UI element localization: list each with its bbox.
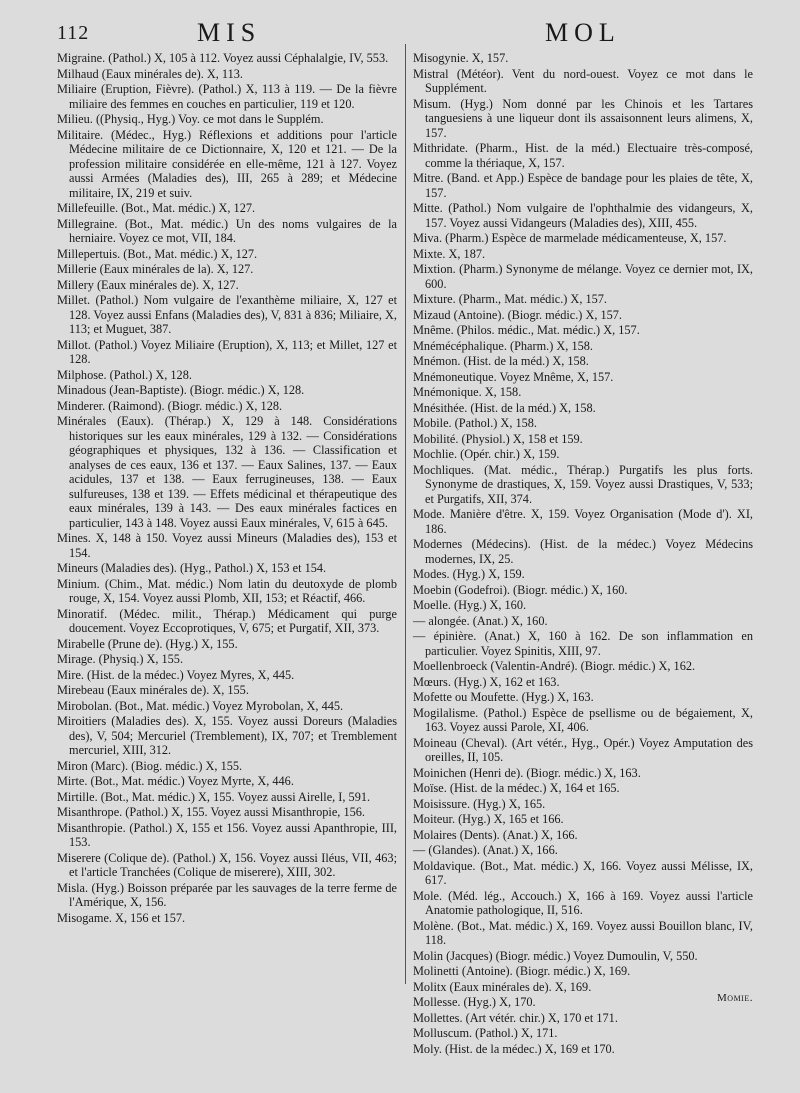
index-entry: Mirabelle (Prune de). (Hyg.) X, 155. — [57, 636, 238, 651]
index-entry: Misanthropie. (Pathol.) X, 155 et 156. Voyez aussi Apanthropie, III, 153. — [57, 820, 397, 849]
index-entry: Moebin (Godefroi). (Biogr. médic.) X, 160. — [413, 582, 628, 597]
index-entry: Militaire. (Médec., Hyg.) Réflexions et additions pour l'article Médecine militaire de ce Dictionnaire, X, 120 et 121. — De la profession militaire considérée en elle-même, 121 à 127. Voyez aussi Armées (Maladies des), III, 265 à 289; et Médecine militaire, IX, 219 et suiv. — [57, 127, 397, 200]
index-entry: Mineurs (Maladies des). (Hyg., Pathol.) X, 153 et 154. — [57, 561, 327, 575]
index-entry: Milphose. (Pathol.) X, 128. — [57, 367, 192, 382]
index-entry: Mnémonique. X, 158. — [413, 385, 522, 399]
index-entry: Mode. Manière d'être. X, 159. Voyez Organisation (Mode d'). XI, 186. — [413, 507, 753, 536]
index-entry: Mnésithée. (Hist. de la méd.) X, 158. — [413, 400, 596, 415]
index-entry: Modernes (Médecins). (Hist. de la médec.) Voyez Médecins modernes, IX, 25. — [413, 537, 753, 566]
index-entry: Minderer. (Raimond). (Biogr. médic.) X, 128. — [57, 398, 283, 413]
index-entry: Moiteur. (Hyg.) X, 165 et 166. — [413, 812, 564, 826]
index-entry: Mirage. (Physiq.) X, 155. — [57, 652, 184, 666]
page-number: 112 — [57, 22, 90, 44]
index-entry: Mnême. (Philos. médic., Mat. médic.) X, 157. — [413, 323, 640, 337]
index-entry: Miserere (Colique de). (Pathol.) X, 156. Voyez aussi Iléus, VII, 463; et l'article Tranchées (Colique de miserere), XIII, 302. — [57, 850, 397, 879]
index-entry: Minoratif. (Médec. milit., Thérap.) Médicament qui purge doucement. Voyez Eccoprotiques, V, 675; et Purgatif, XII, 373. — [57, 606, 397, 635]
index-entry: Miva. (Pharm.) Espèce de marmelade médicamenteuse, X, 157. — [413, 231, 727, 245]
column-divider — [405, 44, 406, 984]
index-entry: Moineau (Cheval). (Art vétér., Hyg., Opér.) Voyez Amputation des oreilles, II, 105. — [413, 735, 753, 764]
index-entry: Mochlie. (Opér. chir.) X, 159. — [413, 447, 560, 461]
index-entry: Mitre. (Band. et App.) Espèce de bandage pour les plaies de tête, X, 157. — [413, 171, 753, 200]
index-entry: — épinière. (Anat.) X, 160 à 162. De son inflammation en particulier. Voyez Spinitis, XIII, 97. — [413, 629, 753, 658]
index-entry: Molitx (Eaux minérales de). X, 169. — [413, 979, 592, 994]
index-entry: Moly. (Hist. de la médec.) X, 169 et 170. — [413, 1041, 615, 1056]
index-entry: Molaires (Dents). (Anat.) X, 166. — [413, 827, 578, 842]
index-entry: Misla. (Hyg.) Boisson préparée par les sauvages de la terre ferme de l'Amérique, X, 156. — [57, 880, 397, 909]
index-entry: Milieu. ((Physiq., Hyg.) Voy. ce mot dans le Supplém. — [57, 112, 324, 126]
right-column — [413, 51, 753, 1057]
index-entry: Misogynie. X, 157. — [413, 51, 509, 65]
index-entry: Mitte. (Pathol.) Nom vulgaire de l'ophthalmie des vidangeurs, X, 157. Voyez aussi Vidangeurs (Maladies des), XIII, 455. — [413, 201, 753, 230]
index-entry: Moinichen (Henri de). (Biogr. médic.) X, 163. — [413, 765, 641, 780]
index-entry: Mogilalisme. (Pathol.) Espèce de psellisme ou de bégaiement, X, 163. Voyez aussi Parole, XI, 406. — [413, 705, 753, 734]
index-entry: — (Glandes). (Anat.) X, 166. — [413, 843, 558, 857]
index-entry: Mobilité. (Physiol.) X, 158 et 159. — [413, 431, 583, 446]
running-head-left: MIS — [197, 18, 262, 47]
index-entry: Mollesse. (Hyg.) X, 170. — [413, 995, 536, 1009]
index-entry: Mochliques. (Mat. médic., Thérap.) Purgatifs les plus forts. Synonyme de drastiques, X, 159. Voyez aussi Drastiques, V, 533; et Purgatifs, XII, 374. — [413, 462, 753, 506]
index-entry: Miroitiers (Maladies des). X, 155. Voyez aussi Doreurs (Maladies des), V, 504; Mercuriel (Tremblement), IX, 707; et Tremblement mercuriel, XIII, 312. — [57, 714, 397, 757]
index-entry: Mirtille. (Bot., Mat. médic.) X, 155. Voyez aussi Airelle, I, 591. — [57, 789, 371, 804]
index-entry: Moisissure. (Hyg.) X, 165. — [413, 796, 546, 811]
index-entry: Millerie (Eaux minérales de la). X, 127. — [57, 262, 254, 276]
index-entry: Mirebeau (Eaux minérales de). X, 155. — [57, 683, 249, 697]
index-entry: Millefeuille. (Bot., Mat. médic.) X, 127. — [57, 201, 256, 215]
index-entry: Millery (Eaux minérales de). X, 127. — [57, 277, 239, 292]
index-entry: Mœurs. (Hyg.) X, 162 et 163. — [413, 674, 560, 689]
index-entry: Migraine. (Pathol.) X, 105 à 112. Voyez aussi Céphalalgie, IV, 553. — [57, 51, 389, 65]
index-entry: Molinetti (Antoine). (Biogr. médic.) X, 169. — [413, 964, 631, 978]
index-entry: Mnémoneutique. Voyez Mnême, X, 157. — [413, 369, 614, 384]
index-entry: Molin (Jacques) (Biogr. médic.) Voyez Dumoulin, V, 550. — [413, 948, 698, 963]
running-head-right: MOL — [545, 18, 621, 47]
index-entry: Moelle. (Hyg.) X, 160. — [413, 598, 527, 612]
index-entry: Mnémon. (Hist. de la méd.) X, 158. — [413, 354, 589, 368]
index-entry: Molène. (Bot., Mat. médic.) X, 169. Voyez aussi Bouillon blanc, IV, 118. — [413, 918, 753, 947]
index-entry: Misanthrope. (Pathol.) X, 155. Voyez aussi Misanthropie, 156. — [57, 805, 365, 819]
index-entry: — alongée. (Anat.) X, 160. — [413, 613, 548, 628]
index-entry: Mollettes. (Art vétér. chir.) X, 170 et 171. — [413, 1010, 618, 1025]
index-entry: Mistral (Météor). Vent du nord-ouest. Voyez ce mot dans le Supplément. — [413, 66, 753, 95]
index-entry: Mnémécéphalique. (Pharm.) X, 158. — [413, 338, 593, 353]
index-entry: Mirte. (Bot., Mat. médic.) Voyez Myrte, X, 446. — [57, 774, 294, 788]
index-entry: Milhaud (Eaux minérales de). X, 113. — [57, 66, 243, 81]
index-entry: Minadous (Jean-Baptiste). (Biogr. médic.) X, 128. — [57, 383, 305, 397]
index-entry: Minium. (Chim., Mat. médic.) Nom latin du deutoxyde de plomb rouge, X, 154. Voyez aussi Plomb, XII, 153; et Réactif, 466. — [57, 576, 397, 605]
index-entry: Mirobolan. (Bot., Mat. médic.) Voyez Myrobolan, X, 445. — [57, 698, 344, 713]
index-entry: Millot. (Pathol.) Voyez Miliaire (Eruption), X, 113; et Millet, 127 et 128. — [57, 337, 397, 366]
index-entry: Misum. (Hyg.) Nom donné par les Chinois et les Tartares tanguesiens à une liqueur dont ils assaisonnent leurs alimens, X, 157. — [413, 96, 753, 140]
index-entry: Miliaire (Eruption, Fièvre). (Pathol.) X, 113 à 119. — De la fièvre miliaire des femmes en couches en particulier, 119 et 120. — [57, 82, 397, 111]
index-entry: Mixte. X, 187. — [413, 246, 486, 261]
index-entry: Minérales (Eaux). (Thérap.) X, 129 à 148. Considérations historiques sur les eaux minérales, 129 à 132. — Considérations géographiques et physiques, 132 à 136. — Classification et analyses de ces eaux, 136 et 137. — Eaux Salines, 137. — Eaux acidules, 137 et 138. — Eaux ferrugineuses, 138. — Eaux sulfureuses, 138 et 139. — Effets médicinal et thérapeutique des eaux minérales, 139 à 143. — Des eaux minérales factices en particulier, 143 à 148. Voyez aussi Eaux minérales, V, 615 à 645. — [57, 414, 397, 530]
index-entry: Moldavique. (Bot., Mat. médic.) X, 166. Voyez aussi Mélisse, IX, 617. — [413, 858, 753, 887]
index-entry: Millepertuis. (Bot., Mat. médic.) X, 127. — [57, 246, 258, 261]
index-entry: Mizaud (Antoine). (Biogr. médic.) X, 157. — [413, 307, 623, 322]
running-header — [0, 18, 800, 50]
catchword: Momie. — [717, 992, 753, 1004]
left-column — [57, 51, 397, 926]
index-entry: Mines. X, 148 à 150. Voyez aussi Mineurs (Maladies des), 153 et 154. — [57, 531, 397, 560]
index-entry: Mobile. (Pathol.) X, 158. — [413, 416, 537, 430]
index-entry: Mole. (Méd. lég., Accouch.) X, 166 à 169. Voyez aussi l'article Anatomie pathologique, II, 516. — [413, 888, 753, 917]
index-entry: Modes. (Hyg.) X, 159. — [413, 567, 525, 581]
index-entry: Millet. (Pathol.) Nom vulgaire de l'exanthème miliaire, X, 127 et 128. Voyez aussi Enfans (Maladies des), V, 831 à 836; Miliaire, X, 113; et Muguet, 387. — [57, 293, 397, 336]
index-entry: Miron (Marc). (Biog. médic.) X, 155. — [57, 758, 243, 773]
index-entry: Mixture. (Pharm., Mat. médic.) X, 157. — [413, 292, 607, 306]
index-entry: Misogame. X, 156 et 157. — [57, 910, 186, 925]
index-entry: Mixtion. (Pharm.) Synonyme de mélange. Voyez ce dernier mot, IX, 600. — [413, 262, 753, 291]
index-entry: Mithridate. (Pharm., Hist. de la méd.) Electuaire très-composé, comme la thériaque, X, 157. — [413, 141, 753, 170]
index-entry: Moellenbroeck (Valentin-André). (Biogr. médic.) X, 162. — [413, 659, 696, 673]
index-entry: Moïse. (Hist. de la médec.) X, 164 et 165. — [413, 781, 620, 795]
index-entry: Mire. (Hist. de la médec.) Voyez Myres, X, 445. — [57, 667, 295, 682]
index-entry: Molluscum. (Pathol.) X, 171. — [413, 1026, 558, 1040]
index-entry: Millegraine. (Bot., Mat. médic.) Un des noms vulgaires de la herniaire. Voyez ce mot, VII, 184. — [57, 216, 397, 245]
index-entry: Mofette ou Moufette. (Hyg.) X, 163. — [413, 690, 594, 704]
